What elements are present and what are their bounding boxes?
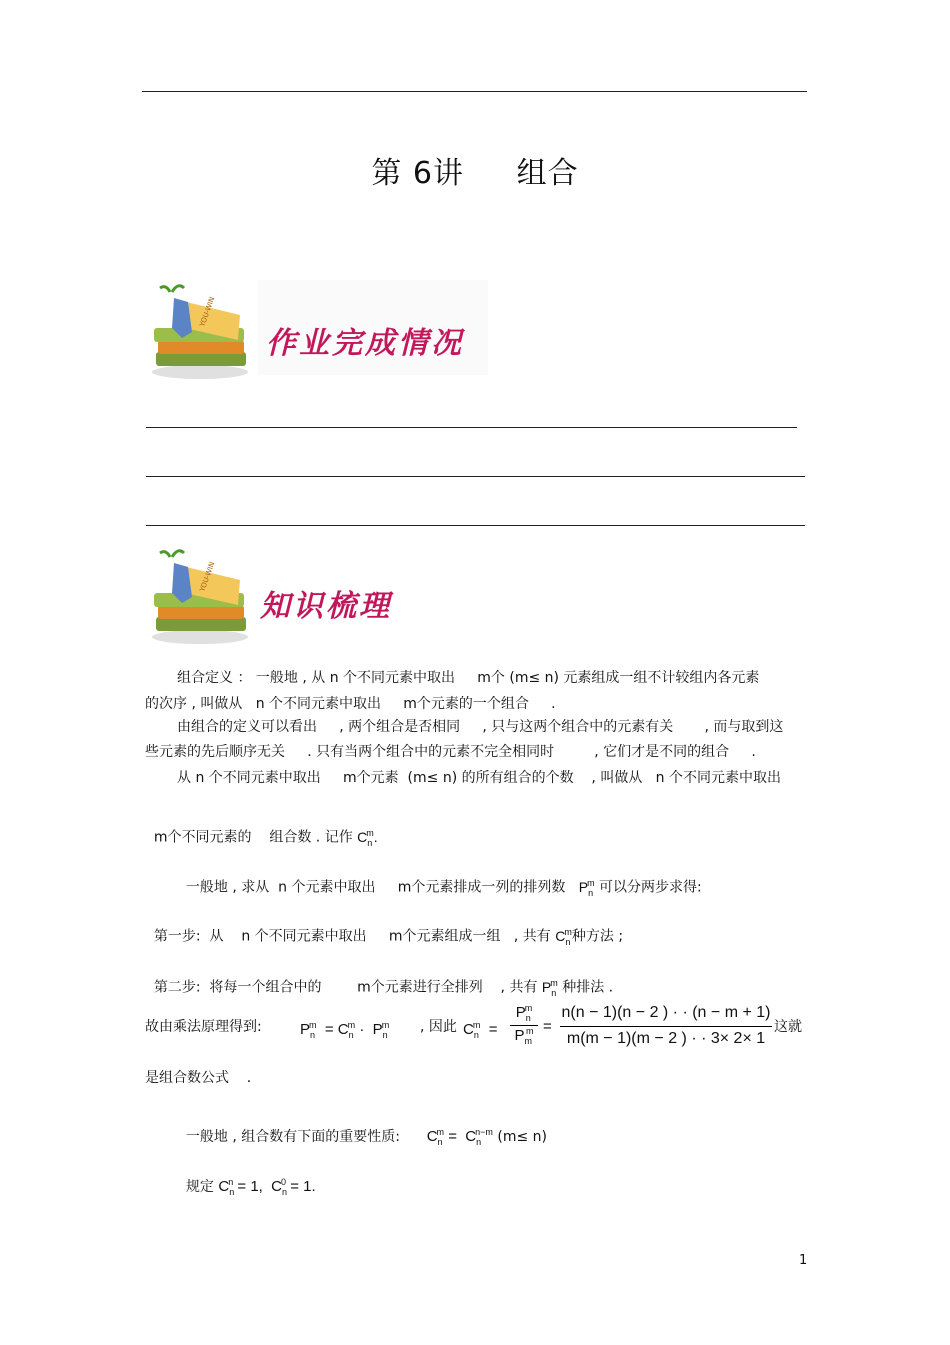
step-1-text: 第一步: 从 n 个不同元素中取出 m个元素组成一组 , 共有 [153, 928, 551, 945]
formula-name-line: 是组合数公式 . [145, 1070, 252, 1086]
equals-sign: = [543, 1018, 552, 1035]
convention-text: 规定 [185, 1179, 214, 1195]
permutation-symbol: $P_n^m$ [541, 978, 558, 998]
svg-text:YOU-WIN: YOU-WIN [198, 560, 217, 593]
step-1 [145, 905, 623, 950]
homework-section-title: 作业完成情况 [266, 326, 464, 361]
symmetry-end: (m≤ n) [497, 1129, 548, 1145]
page-number: 1 [799, 1253, 808, 1268]
expanded-fraction [560, 1004, 772, 1052]
header-rule [142, 91, 807, 92]
step-2 [145, 956, 613, 1001]
property-line-1: 由组合的定义可以看出 , 两个组合是否相同 , 只与这两个组合中的元素有关 , 而与取到这 [177, 719, 784, 735]
formula-therefore: , 因此 [420, 1019, 457, 1035]
books-pencil-icon [148, 280, 253, 380]
permutation-line [177, 856, 702, 901]
title-prefix: 第 6讲 [371, 156, 464, 191]
formula-intro: 故由乘法原理得到: [145, 1019, 262, 1035]
page-title [0, 148, 950, 192]
books-pencil-icon [148, 545, 253, 645]
permutation-symbol: $P_n^m$ [578, 878, 595, 898]
title-main: 组合 [516, 156, 579, 191]
symmetry-text: 一般地 , 组合数有下面的重要性质: [185, 1129, 400, 1145]
symmetry-formula: $C_n^m = C_n^{n-m}$ [426, 1127, 493, 1147]
step-2-text: 第二步: 将每一个组合中的 m个元素进行全排列 , 共有 [153, 979, 538, 996]
count-line-2-text: m个不同元素的 组合数 . 记作 [153, 829, 353, 846]
answer-line-2 [146, 476, 805, 477]
ratio-fraction: $P_n^m$ $P_m^m$ [510, 1003, 538, 1048]
convention-line [177, 1155, 316, 1201]
combination-symbol: $C_n^m$ [555, 927, 572, 947]
property-line-2: 些元素的先后顺序无关 . 只有当两个组合中的元素不完全相同时 , 它们才是不同的组合 . [145, 744, 756, 760]
step-2-end: 种排法 . [562, 979, 614, 996]
fraction-numerator: n(n − 1)(n − 2 ) · · (n − m + 1) [561, 1004, 771, 1021]
answer-line-3 [146, 525, 805, 526]
permutation-text: 一般地 , 求从 n 个元素中取出 m个元素排成一列的排列数 [185, 879, 566, 896]
homework-section-header [148, 280, 488, 380]
combination-lhs: $C_n^m$ = [463, 1020, 498, 1040]
answer-line-1 [146, 427, 797, 428]
combination-symbol: $C_n^m$. [357, 828, 378, 848]
symmetry-property [177, 1105, 547, 1151]
svg-text:YOU-WIN: YOU-WIN [198, 295, 217, 328]
convention-formula: $C_n^n = 1$, $C_n^0 = 1$. [218, 1177, 316, 1197]
definition-line-2: 的次序 , 叫做从 n 个不同元素中取出 m个元素的一个组合 . [145, 696, 556, 712]
count-line-1: 从 n 个不同元素中取出 m个元素 (m≤ n) 的所有组合的个数 , 叫做从 n 个不同元素中取出 [177, 770, 782, 786]
knowledge-section-title: 知识梳理 [260, 589, 392, 624]
knowledge-section-header [148, 545, 408, 645]
fraction-denominator: m(m − 1)(m − 2 ) · · 3× 2× 1 [566, 1030, 766, 1047]
count-line-2 [145, 806, 378, 851]
permutation-end: 可以分两步求得: [599, 879, 702, 896]
formula-end: 这就 [774, 1019, 802, 1035]
step-1-end: 种方法 ; [571, 928, 624, 945]
multiplication-formula: $P_n^m = C_n^m \cdot P_n^m$ [300, 1020, 390, 1040]
definition-line-1: 组合定义 ： 一般地 , 从 n 个不同元素中取出 m个 (m≤ n) 元素组成一组不计较组内各元素 [177, 670, 760, 686]
